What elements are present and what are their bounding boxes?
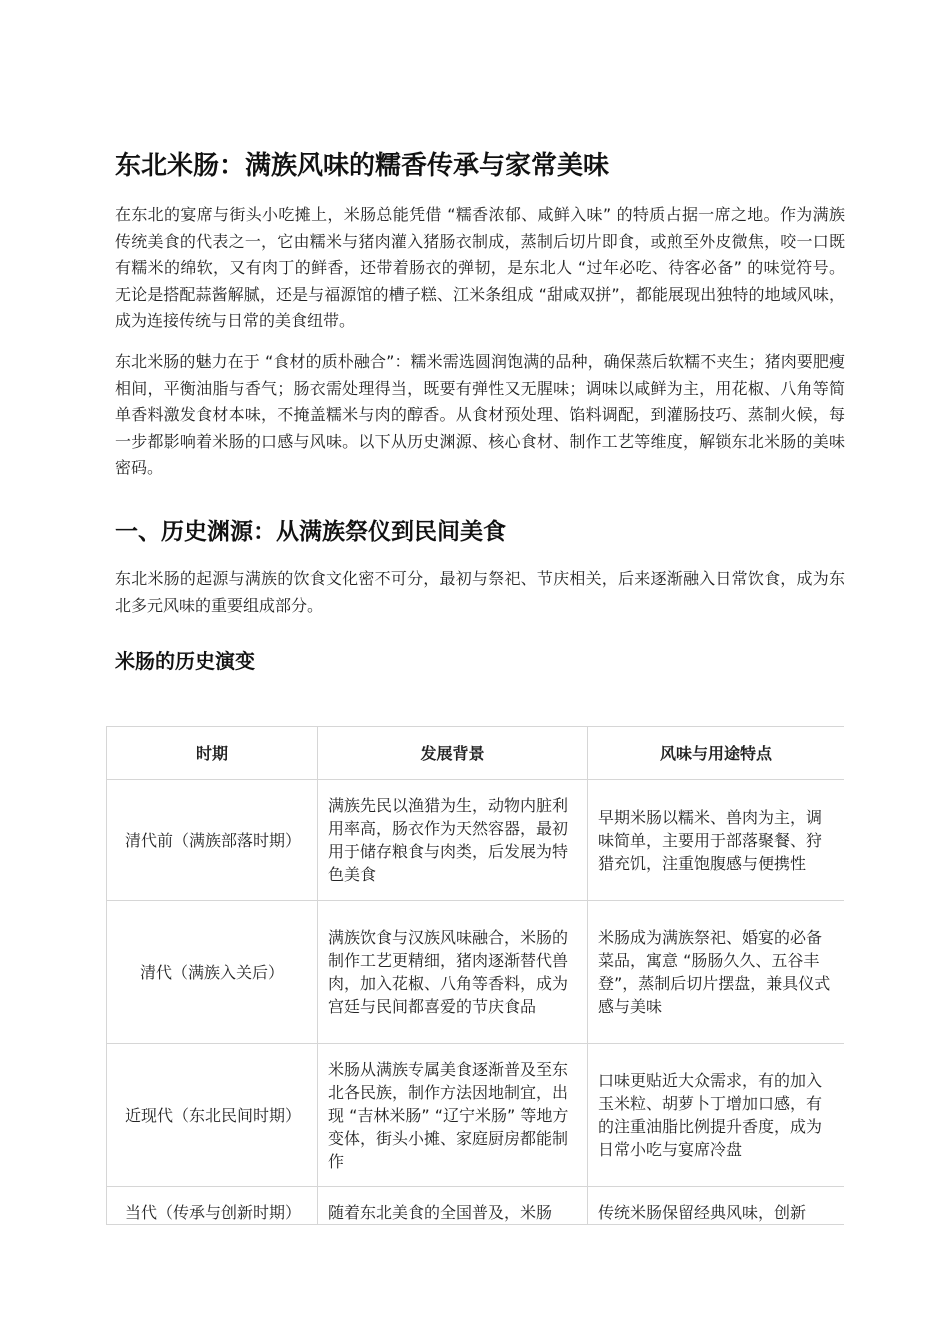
cell-background: 米肠从满族专属美食逐渐普及至东北各民族，制作方法因地制宜，出现 “吉林米肠” “辽宁米肠” 等地方变体，街头小摊、家庭厨房都能制作	[318, 1044, 588, 1187]
cell-features: 传统米肠保留经典风味，创新	[588, 1187, 845, 1226]
document-title: 东北米肠：满族风味的糯香传承与家常美味	[115, 151, 610, 181]
cell-features: 米肠成为满族祭祀、婚宴的必备菜品，寓意 “肠肠久久、五谷丰登”，蒸制后切片摆盘，兼具仪式感与美味	[588, 901, 845, 1044]
cell-period: 近现代（东北民间时期）	[107, 1044, 318, 1187]
history-table-container	[106, 726, 844, 1225]
cell-features: 口味更贴近大众需求，有的加入玉米粒、胡萝卜丁增加口感，有的注重油脂比例提升香度，成为日常小吃与宴席冷盘	[588, 1044, 845, 1187]
intro-paragraph-2: 东北米肠的魅力在于 “食材的质朴融合”：糯米需选圆润饱满的品种，确保蒸后软糯不夹生；猪肉要肥瘦相间，平衡油脂与香气；肠衣需处理得当，既要有弹性又无腥味；调味以咸鲜为主，用花椒、八角等简单香料激发食材本味，不掩盖糯米与肉的醇香。从食材预处理、馅料调配，到灌肠技巧、蒸制火候，每一步都影响着米肠的口感与风味。以下从历史渊源、核心食材、制作工艺等维度，解锁东北米肠的美味密码。	[115, 352, 845, 477]
cell-background: 满族先民以渔猎为生，动物内脏利用率高，肠衣作为天然容器，最初用于储存粮食与肉类，后发展为特色美食	[318, 780, 588, 901]
cell-features: 早期米肠以糯米、兽肉为主，调味简单，主要用于部落聚餐、狩猎充饥，注重饱腹感与便携性	[588, 780, 845, 901]
intro-paragraph-1: 在东北的宴席与街头小吃摊上，米肠总能凭借 “糯香浓郁、咸鲜入味” 的特质占据一席之地。作为满族传统美食的代表之一，它由糯米与猪肉灌入猪肠衣制成，蒸制后切片即食，或煎至外皮微焦，咬一口既有糯米的绵软，又有肉丁的鲜香，还带着肠衣的弹韧，是东北人 “过年必吃、待客必备” 的味觉符号。无论是搭配蒜酱解腻，还是与福源馆的槽子糕、江米条组成 “甜咸双拼”，都能展现出独特的地域风味，成为连接传统与日常的美食纽带。	[115, 205, 845, 330]
table-row	[107, 1187, 845, 1226]
table-row	[107, 1044, 845, 1187]
cell-background: 随着东北美食的全国普及，米肠	[318, 1187, 588, 1226]
history-table	[106, 726, 844, 1225]
cell-period: 清代前（满族部落时期）	[107, 780, 318, 901]
header-background: 发展背景	[318, 727, 588, 780]
section-paragraph-history: 东北米肠的起源与满族的饮食文化密不可分，最初与祭祀、节庆相关，后来逐渐融入日常饮食，成为东北多元风味的重要组成部分。	[115, 569, 845, 615]
cell-period: 当代（传承与创新时期）	[107, 1187, 318, 1226]
header-features: 风味与用途特点	[588, 727, 845, 780]
header-period: 时期	[107, 727, 318, 780]
cell-period: 清代（满族入关后）	[107, 901, 318, 1044]
table-header-row	[107, 727, 845, 780]
section-heading-history: 一、历史渊源：从满族祭仪到民间美食	[115, 519, 506, 545]
subheading-history-evolution: 米肠的历史演变	[115, 649, 255, 673]
table-row	[107, 780, 845, 901]
cell-background: 满族饮食与汉族风味融合，米肠的制作工艺更精细，猪肉逐渐替代兽肉，加入花椒、八角等香料，成为宫廷与民间都喜爱的节庆食品	[318, 901, 588, 1044]
table-row	[107, 901, 845, 1044]
